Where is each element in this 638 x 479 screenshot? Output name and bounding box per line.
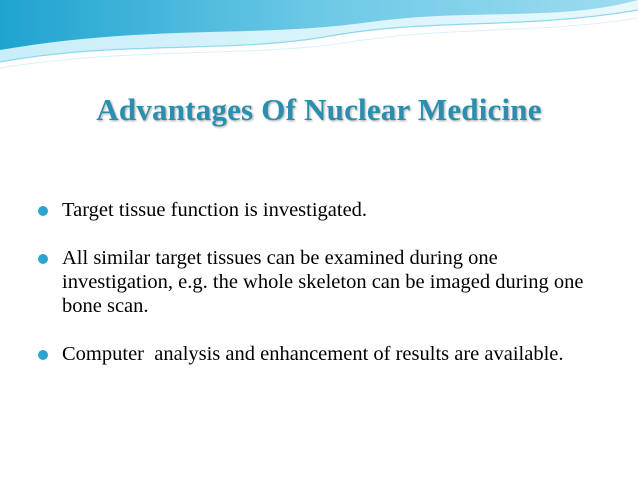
bullet-dot-icon <box>38 206 48 216</box>
slide-title: Advantages Of Nuclear Medicine <box>96 92 542 127</box>
bullet-dot-icon <box>38 254 48 264</box>
bullet-text: Computer analysis and enhancement of results are available. <box>62 343 564 365</box>
list-item <box>38 342 606 366</box>
bullet-list <box>38 198 606 366</box>
list-item <box>38 198 606 222</box>
list-item <box>38 246 606 318</box>
bullet-text: All similar target tissues can be examined during one investigation, e.g. the whole skeleton can be imaged during one bone scan. <box>62 247 584 317</box>
header-wave-decoration <box>0 0 638 80</box>
bullet-text: Target tissue function is investigated. <box>62 199 368 221</box>
bullet-dot-icon <box>38 350 48 360</box>
